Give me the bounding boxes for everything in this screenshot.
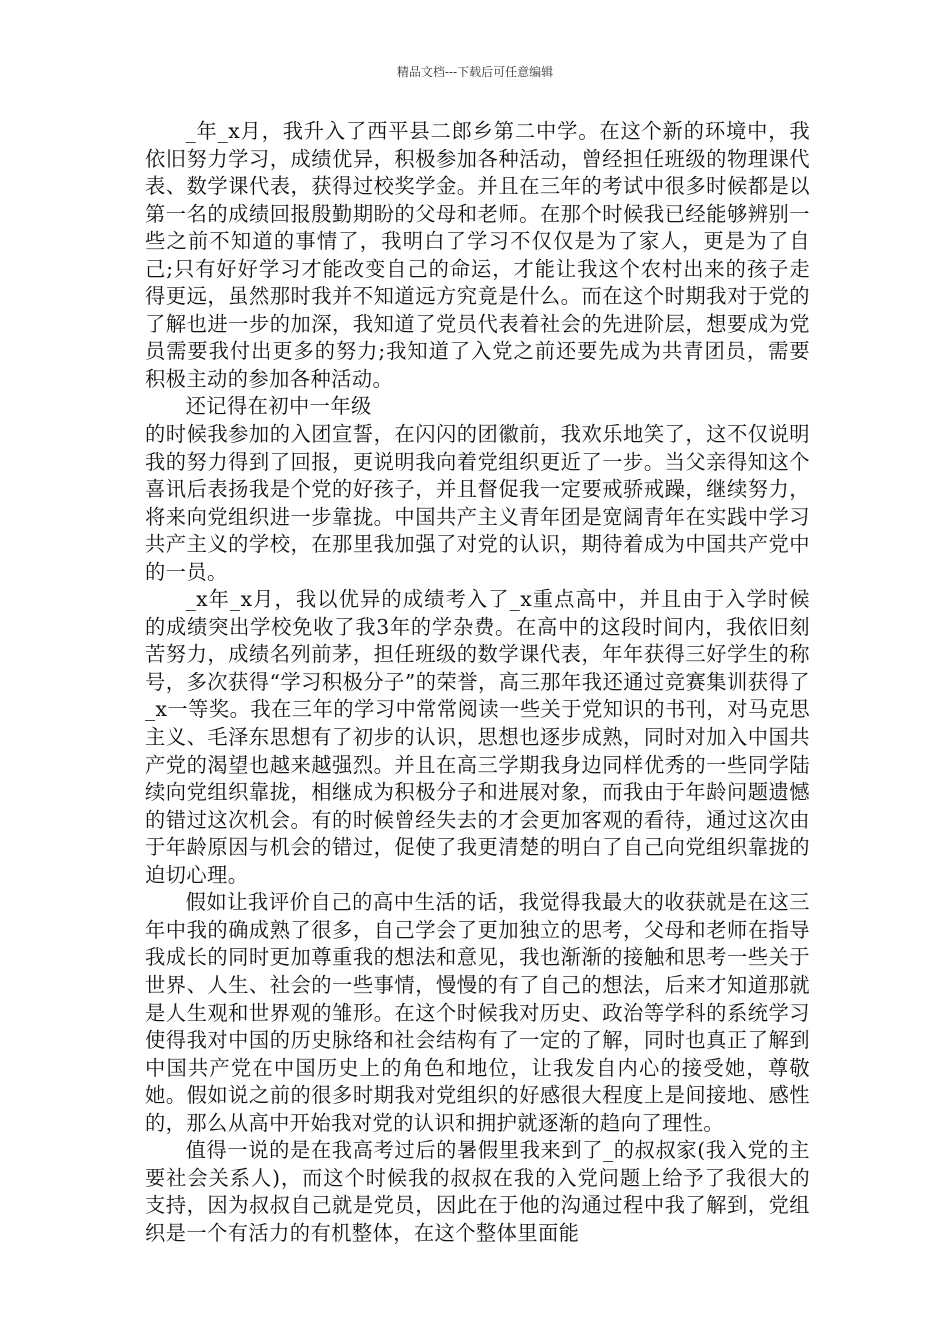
page-header: 精品文档---下载后可任意编辑 (396, 65, 554, 79)
paragraph-league-intro: 还记得在初中一年级 (185, 394, 372, 419)
document-body (145, 118, 810, 1247)
paragraph-uncle: 值得一说的是在我高考过后的暑假里我来到了_的叔叔家(我入党的主要社会关系人)，而这个时候我的叔叔在我的入党问题上给予了我很大的支持，因为叔叔自己就是党员，因此在于他的沟通过程中我了解到，党组织是一个有活力的有机整体，在这个整体里面能 (145, 1138, 810, 1245)
paragraph-middle-school: _年_x月，我升入了西平县二郎乡第二中学。在这个新的环境中，我依旧努力学习，成绩优异，积极参加各种活动，曾经担任班级的物理课代表、数学课代表，获得过校奖学金。并且在三年的考试中很多时候都是以第一名的成绩回报殷勤期盼的父母和老师。在那个时候我已经能够辨别一些之前不知道的事情了，我明白了学习不仅仅是为了家人，更是为了自己;只有好好学习才能改变自己的命运，才能让我这个农村出来的孩子走得更远，虽然那时我并不知道远方究竟是什么。而在这个时期我对于党的了解也进一步的加深，我知道了党员代表着社会的先进阶层，想要成为党员需要我付出更多的努力;我知道了入党之前还要先成为共青团员，需要积极主动的参加各种活动。 (145, 119, 810, 391)
paragraph-league-oath: 的时候我参加的入团宣誓，在闪闪的团徽前，我欢乐地笑了，这不仅说明我的努力得到了回报，更说明我向着党组织更近了一步。当父亲得知这个喜讯后表扬我是个党的好孩子，并且督促我一定要戒骄戒躁，继续努力，将来向党组织进一步靠拢。中国共产主义青年团是宽阔青年在实践中学习共产主义的学校，在那里我加强了对党的认识，期待着成为中国共产党中的一员。 (145, 422, 810, 584)
paragraph-self-evaluation: 假如让我评价自己的高中生活的话，我觉得我最大的收获就是在这三年中我的确成熟了很多，自己学会了更加独立的思考，父母和老师在指导我成长的同时更加尊重我的想法和意见，我也渐渐的接触和思考一些关于世界、人生、社会的一些事情，慢慢的有了自己的想法，后来才知道那就是人生观和世界观的雏形。在这个时候我对历史、政治等学科的系统学习使得我对中国的历史脉络和社会结构有了一定的了解，同时也真正了解到中国共产党在中国历史上的角色和地位，让我发自内心的接受她，尊敬她。假如说之前的很多时期我对党组织的好感很大程度上是间接地、感性的，那么从高中开始我对党的认识和拥护就逐渐的趋向了理性。 (145, 890, 810, 1135)
paragraph-high-school: _x年_x月，我以优异的成绩考入了_x重点高中，并且由于入学时候的成绩突出学校免收了我3年的学杂费。在高中的这段时间内，我依旧刻苦努力，成绩名列前茅，担任班级的数学课代表，年年获得三好学生的称号，多次获得“学习积极分子”的荣誉，高三那年我还通过竞赛集训获得了_x一等奖。我在三年的学习中常常阅读一些关于党知识的书刊，对马克思主义、毛泽东思想有了初步的认识，思想也逐步成熟，同时对加入中国共产党的渴望也越来越强烈。并且在高三学期我身边同样优秀的一些同学陆续向党组织靠拢，相继成为积极分子和进展对象，而我由于年龄问题遗憾的错过这次机会。有的时候曾经失去的才会更加客观的看待，通过这次由于年龄原因与机会的错过，促使了我更清楚的明白了自己向党组织靠拢的迫切心理。 (145, 587, 810, 887)
